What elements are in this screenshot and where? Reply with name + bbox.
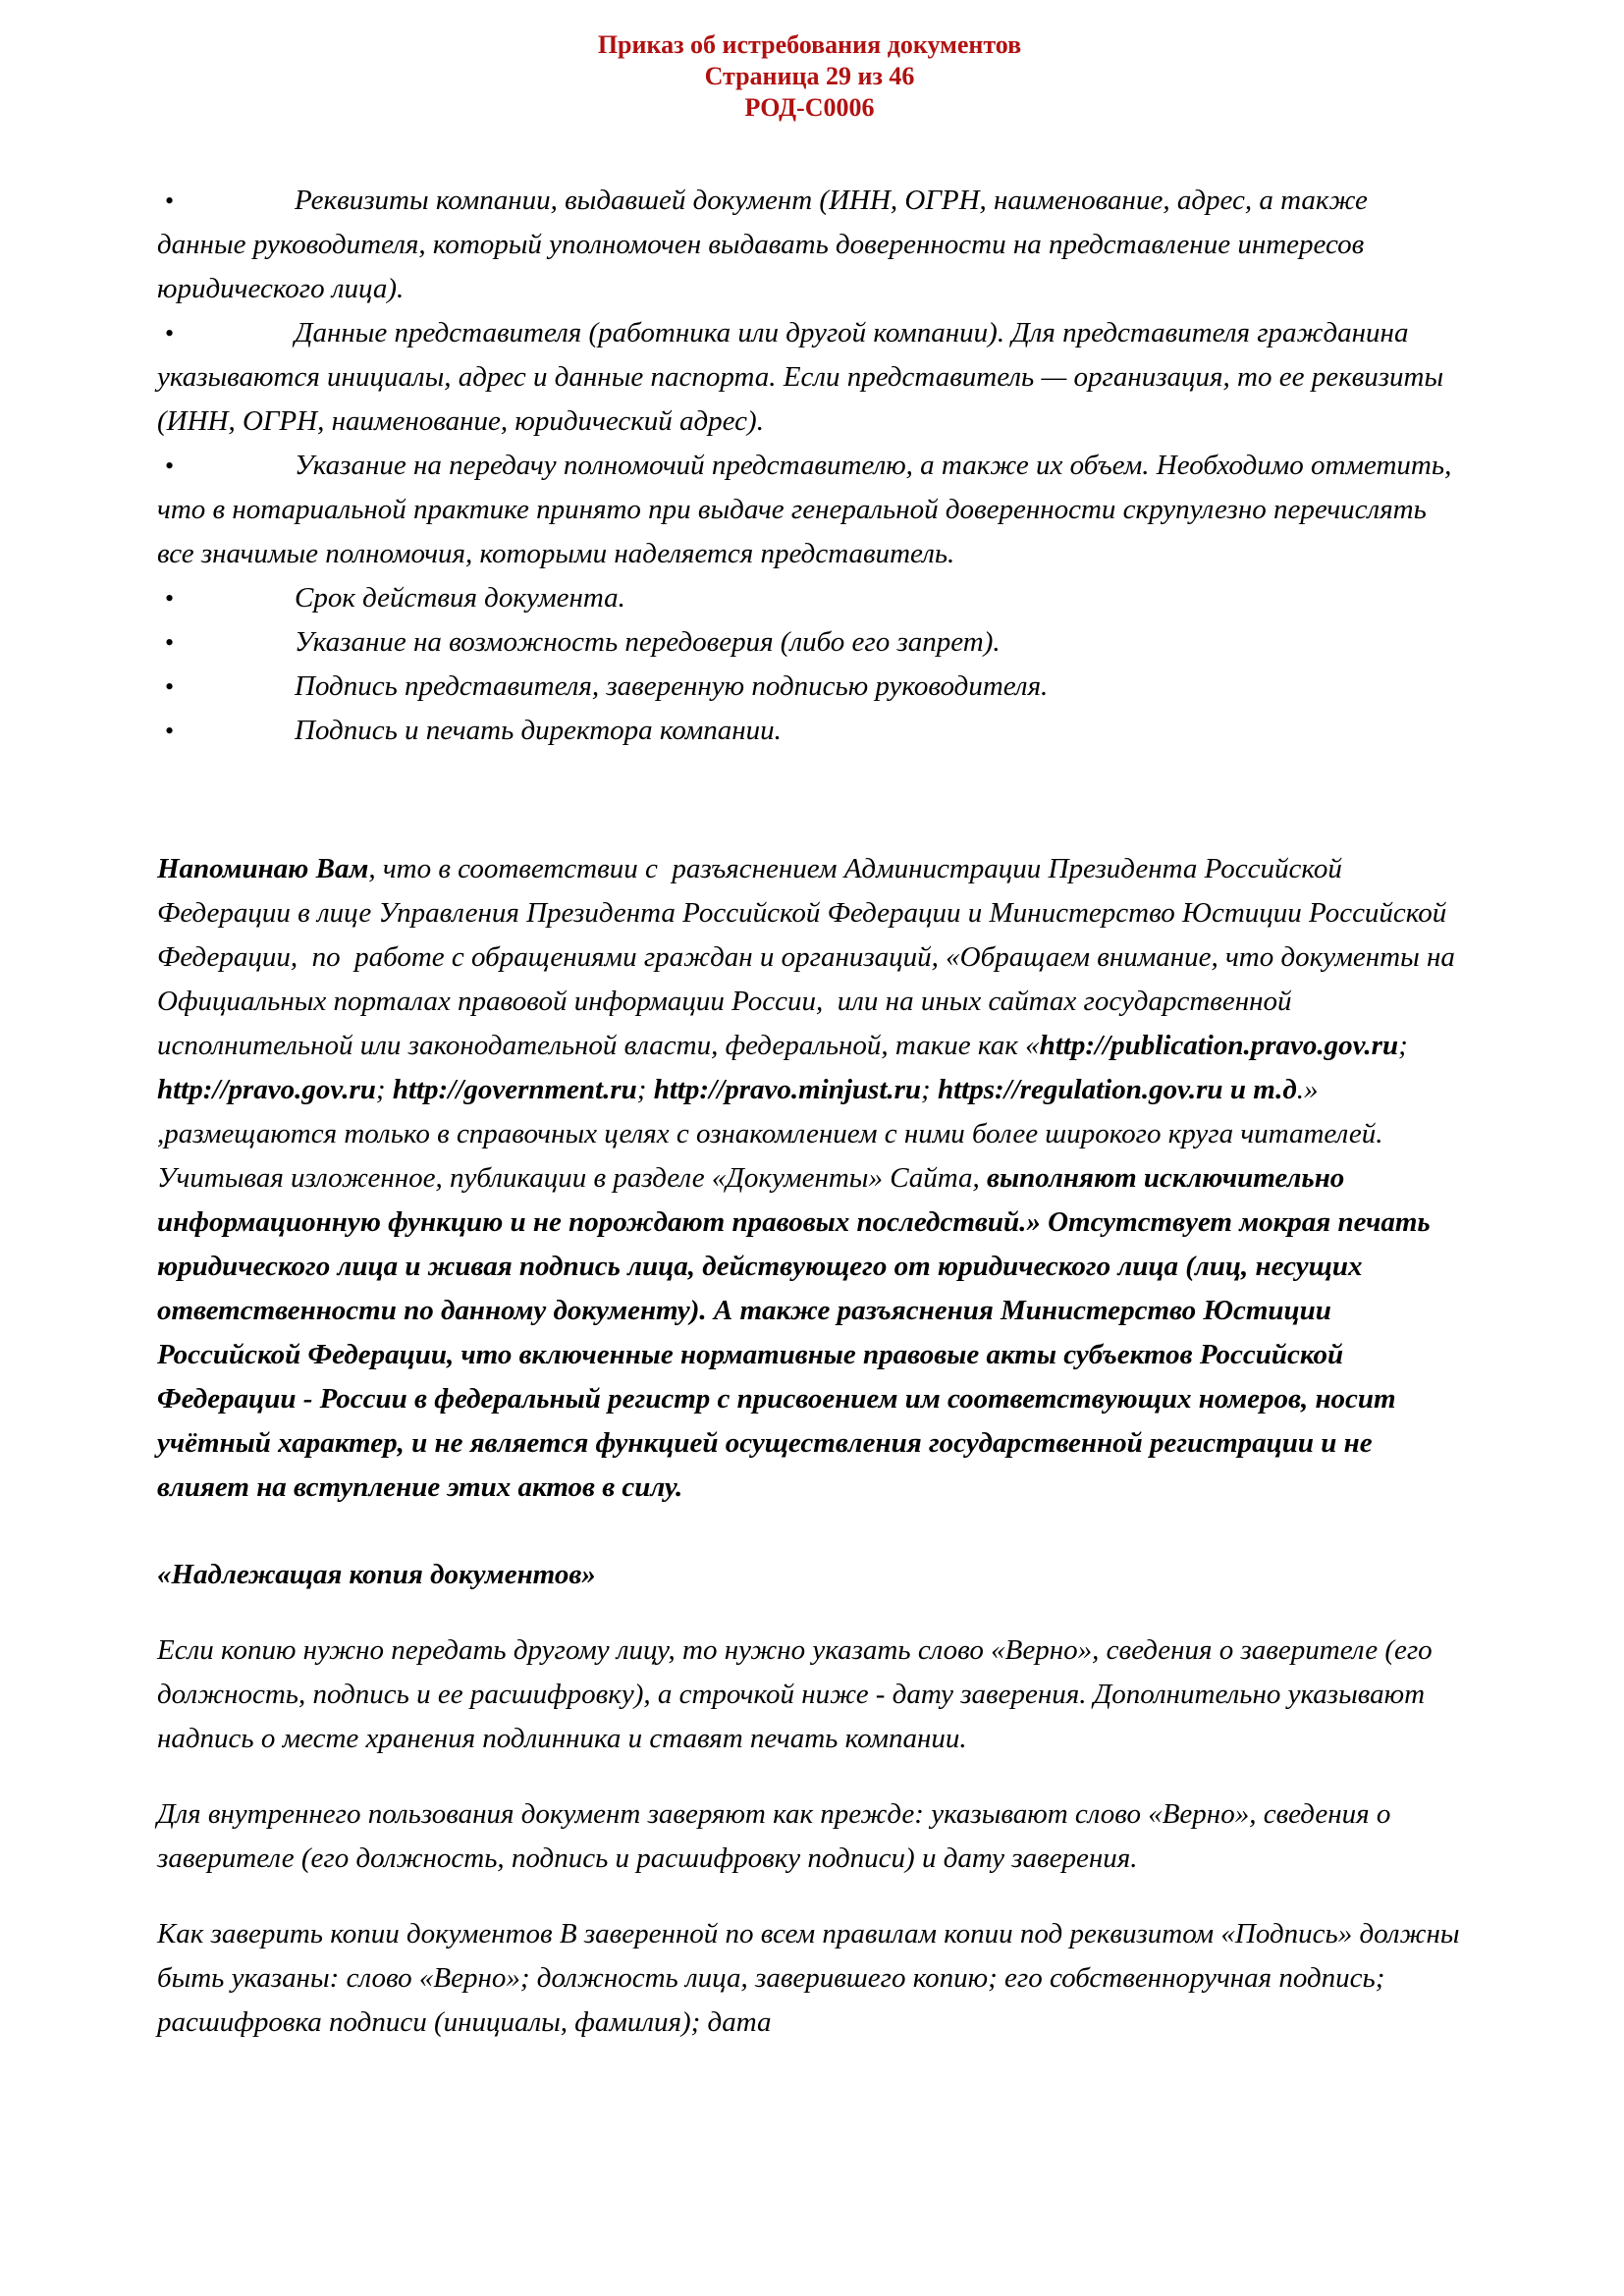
paragraph-copy-transfer: Если копию нужно передать другому лицу, то нужно указать слово «Верно», сведения о заверителе (его должность, подпись и ее расшифровку), а строчкой ниже - дату заверения. Дополнительно указывают надпись о месте хранения подлинника и ставят печать компании. bbox=[157, 1634, 1439, 1754]
list-item: • Указание на возможность передоверия (либо его запрет). bbox=[157, 620, 1462, 665]
power-of-attorney-requisites-list bbox=[157, 179, 1462, 753]
list-item: • Подпись и печать директора компании. bbox=[157, 709, 1462, 753]
list-item: • Реквизиты компании, выдавшей документ (ИНН, ОГРН, наименование, адрес, а также данные руководителя, который уполномочен выдавать доверенности на представление интересов юридического лица). bbox=[157, 179, 1462, 311]
reminder-paragraph: Напоминаю Вам, что в соответствии с разъяснением Администрации Президента Российской Федерации в лице Управления Президента Российской Федерации и Министерство Юстиции Российской Федерации, по работе с обращениями граждан и организаций, «Обращаем внимание, что документы на Официальных порталах правовой информации России, или на иных сайтах государственной исполнительной или законодательной власти, федеральной, такие как «http://publication.pravo.gov.ru; http://pravo.gov.ru; http://government.ru; http://pravo.minjust.ru; https://regulation.gov.ru и т.д.» ,размещаются только в справочных целях с ознакомлением с ними более широкого круга читателей. Учитывая изложенное, публикации в разделе «Документы» Сайта, выполняют исключительно информационную функцию и не порождают правовых последствий.» Отсутствует мокрая печать юридического лица и живая подпись лица, действующего от юридического лица (лиц, несущих ответственности по данному документу). А также разъяснения Министерство Юстиции Российской Федерации, что включенные нормативные правовые акты субъектов Российской Федерации - России в федеральный регистр с присвоением им соответствующих номеров, носит учётный характер, и не является функцией осуществления государственной регистрации и не влияет на вступление этих актов в силу. bbox=[157, 853, 1463, 1503]
section-heading: «Надлежащая копия документов» bbox=[157, 1559, 596, 1590]
page-number: Страница 29 из 46 bbox=[704, 62, 915, 90]
list-item: • Срок действия документа. bbox=[157, 576, 1462, 620]
list-item: • Указание на передачу полномочий представителю, а также их объем. Необходимо отметить, что в нотариальной практике принято при выдаче генеральной доверенности скрупулезно перечислять все значимые полномочия, которыми наделяется представитель. bbox=[157, 444, 1462, 576]
list-item: • Подпись представителя, заверенную подписью руководителя. bbox=[157, 665, 1462, 709]
paragraph-how-to-certify: Как заверить копии документов В заверенной по всем правилам копии под реквизитом «Подпись» должны быть указаны: слово «Верно»; должность лица, заверившего копию; его собственноручная подпись; расшифровка подписи (инициалы, фамилия); дата bbox=[157, 1918, 1467, 2038]
list-item: • Данные представителя (работника или другой компании). Для представителя гражданина указываются инициалы, адрес и данные паспорта. Если представитель — организация, то ее реквизиты (ИНН, ОГРН, наименование, юридический адрес). bbox=[157, 311, 1462, 444]
document-title: Приказ об истребования документов bbox=[597, 30, 1022, 59]
paragraph-internal-use: Для внутреннего пользования документ заверяют как прежде: указывают слово «Верно», сведения о заверителе (его должность, подпись и расшифровку подписи) и дату заверения. bbox=[157, 1798, 1398, 1874]
document-code: РОД-С0006 bbox=[744, 93, 875, 122]
document-header bbox=[157, 29, 1462, 124]
